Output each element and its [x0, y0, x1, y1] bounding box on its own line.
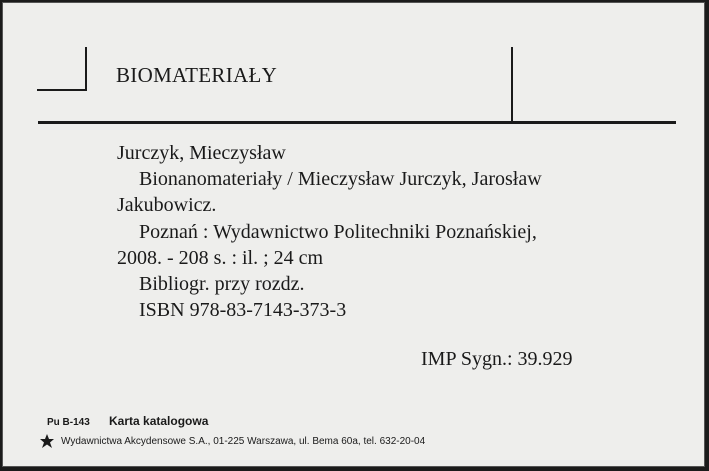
isbn-line: ISBN 978-83-7143-373-3	[139, 299, 347, 321]
title-line-2: Jakubowicz.	[117, 194, 217, 216]
catalog-card	[2, 2, 705, 467]
publisher-line: Wydawnictwa Akcydensowe S.A., 01-225 Warszawa, ul. Bema 60a, tel. 632-20-04	[61, 436, 426, 447]
vertical-rule	[511, 47, 513, 123]
imprint-line-2: 2008. - 208 s. : il. ; 24 cm	[117, 247, 324, 269]
title-line-1: Bionanomateriały / Mieczysław Jurczyk, Jarosław	[139, 168, 542, 190]
imprint-line-1: Poznań : Wydawnictwo Politechniki Poznańskiej,	[139, 221, 537, 243]
bibliography-note: Bibliogr. przy rozdz.	[139, 273, 305, 295]
call-number: IMP Sygn.: 39.929	[421, 348, 573, 370]
horizontal-rule	[38, 121, 676, 124]
author-line: Jurczyk, Mieczysław	[117, 142, 286, 164]
form-title: Karta katalogowa	[109, 414, 209, 428]
publisher-logo-icon	[39, 433, 55, 449]
form-code: Pu B-143	[47, 417, 90, 428]
subject-heading: BIOMATERIAŁY	[116, 63, 278, 87]
corner-bracket-mark	[37, 47, 87, 91]
